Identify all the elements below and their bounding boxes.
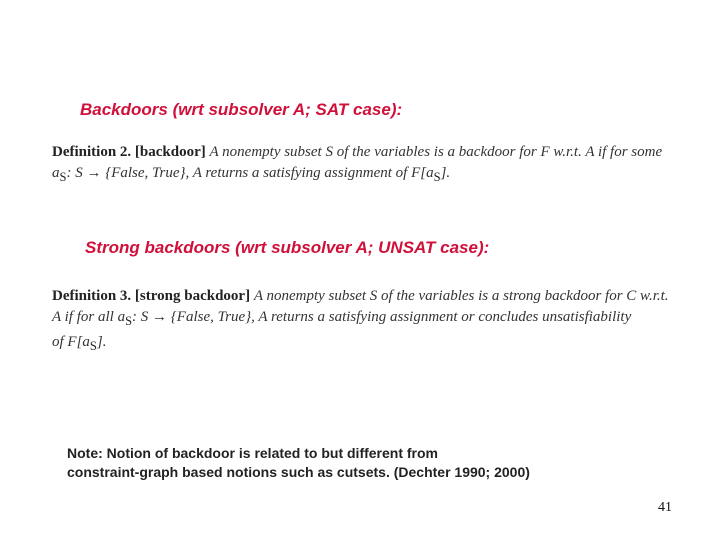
definition-3-sub-2: S: [89, 339, 97, 353]
definition-2-label: Definition 2.: [52, 144, 132, 160]
definition-3-line-2: [52, 307, 669, 332]
note: [67, 444, 530, 482]
definition-2: [52, 142, 662, 188]
definition-3-line-3: [52, 332, 669, 357]
page-number: 41: [658, 500, 672, 515]
definition-2-text-2b: : S → {False, True}, A returns a satisfying assignment of F[a: [66, 165, 434, 181]
heading-strong-backdoors: Strong backdoors (wrt subsolver A; UNSAT case):: [85, 238, 490, 257]
definition-2-line-2: [52, 163, 662, 188]
definition-3-text-3a: of F[a: [52, 334, 90, 350]
definition-3-sub-1: S: [125, 314, 133, 328]
definition-3-text-3b: ].: [96, 334, 107, 350]
definition-3-text-1: A nonempty subset S of the variables is a strong backdoor for C w.r.t.: [253, 288, 669, 304]
definition-2-term: [backdoor]: [134, 144, 206, 160]
definition-2-line-1: [52, 142, 662, 163]
definition-2-text-2c: ].: [440, 165, 451, 181]
definition-3-term: [strong backdoor]: [134, 288, 251, 304]
definition-2-sub-1: S: [59, 170, 67, 184]
definition-3-text-2a: A if for all a: [52, 309, 126, 325]
definition-3-line-1: [52, 286, 669, 307]
note-line-2: constraint-graph based notions such as cutsets. (Dechter 1990; 2000): [67, 464, 530, 480]
definition-2-text-1: A nonempty subset S of the variables is a backdoor for F w.r.t. A if for some: [209, 144, 663, 160]
definition-3-text-2b: : S → {False, True}, A returns a satisfying assignment or concludes unsatisfiability: [132, 309, 632, 325]
definition-2-text-2a: a: [52, 165, 60, 181]
definition-2-sub-2: S: [433, 170, 441, 184]
definition-3-label: Definition 3.: [52, 288, 132, 304]
heading-backdoors: Backdoors (wrt subsolver A; SAT case):: [80, 100, 403, 119]
definition-3: [52, 286, 669, 357]
note-line-1: Note: Notion of backdoor is related to but different from: [67, 445, 438, 461]
